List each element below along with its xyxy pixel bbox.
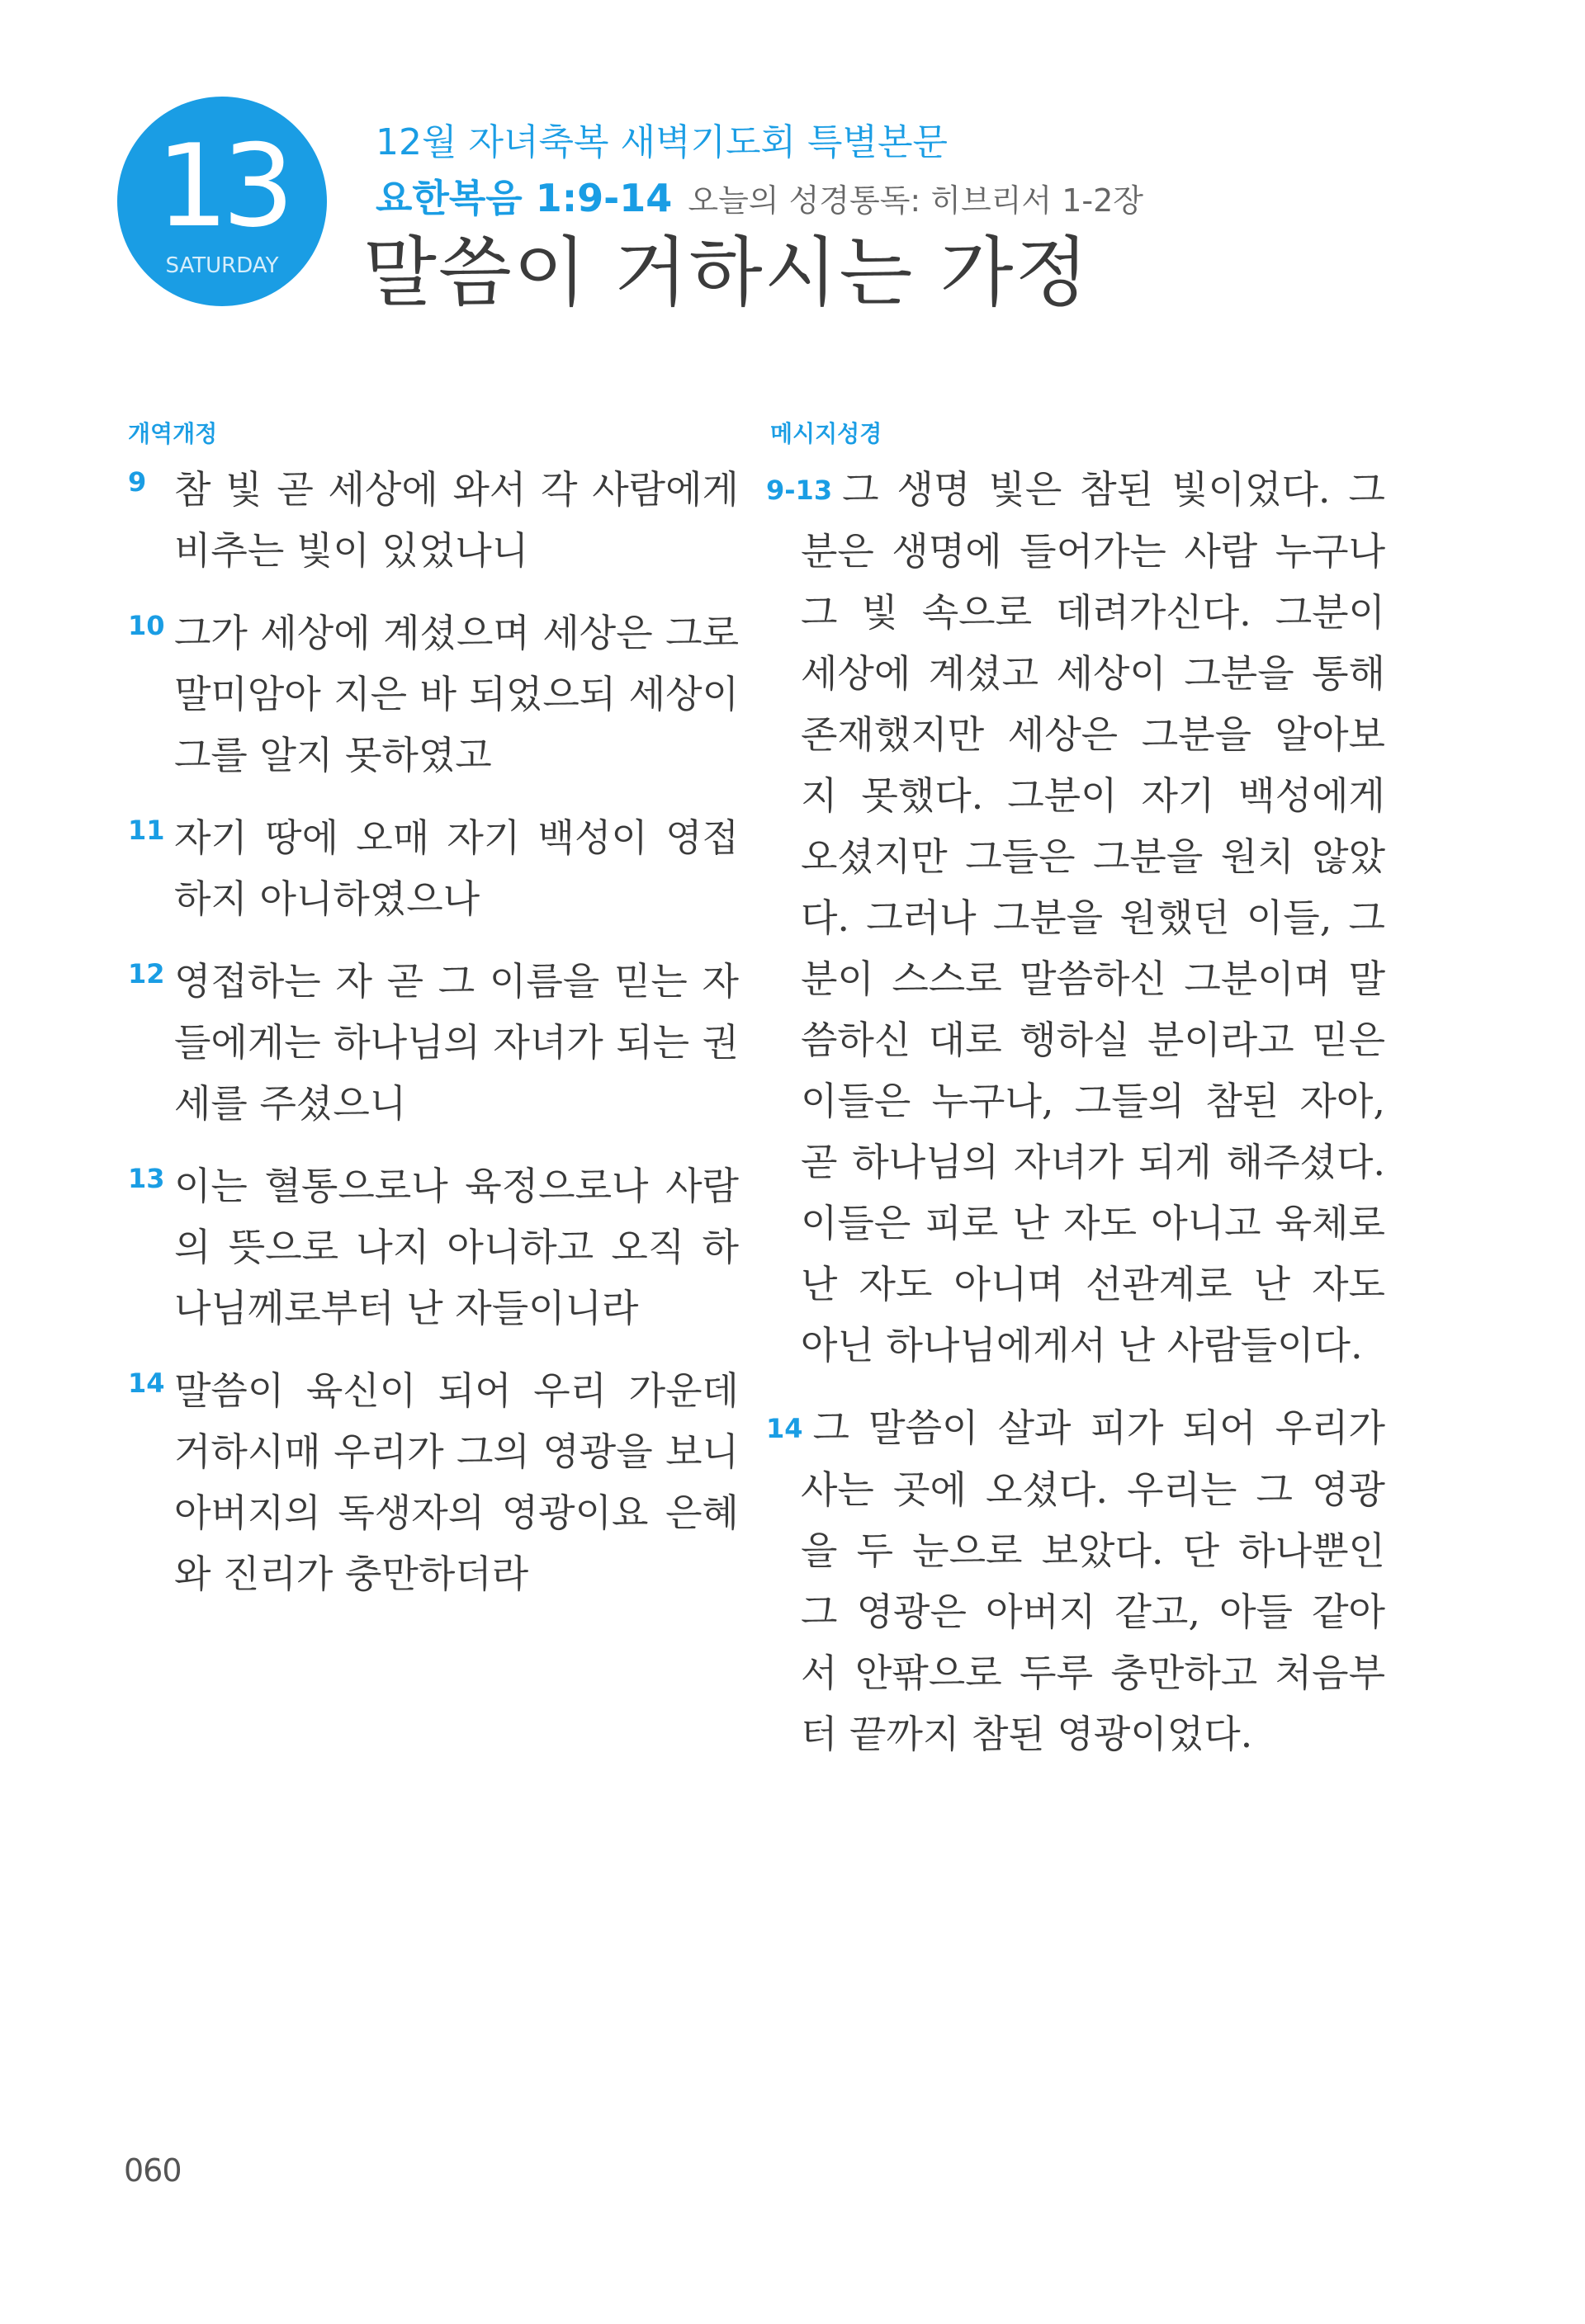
verse-text: 말씀이 육신이 되어 우리 가운데 거하시매 우리가 그의 영광을 보니 아버지의 독생자의 영광이요 은혜와 진리가 충만하더라 xyxy=(174,1368,739,1596)
verse-number: 14 xyxy=(128,1367,165,1399)
verse-number: 10 xyxy=(128,610,165,641)
date-badge xyxy=(117,97,327,306)
verse xyxy=(766,1397,1385,1764)
verse-text: 그 생명 빛은 참된 빛이었다. 그분은 생명에 들어가는 사람 누구나 그 빛 속으로 데려가신다. 그분이 세상에 계셨고 세상이 그분을 통해 존재했지만 세상은 그분을 알아보지 못했다. 그분이 자기 백성에게 오셨지만 그들은 그분을 원치 않았다. 그러나 그분을 원했던 이들, 그분이 스스로 말씀하신 그분이며 말씀하신 대로 행하실 분이라고 믿은 이들은 누구나, 그들의 참된 자아, 곧 하나님의 자녀가 되게 해주셨다. 이들은 피로 난 자도 아니고 육체로 난 자도 아니며 선관계로 난 자도 아닌 하나님에게서 난 사람들이다. xyxy=(801,467,1385,1367)
left-column-label: 개역개정 xyxy=(128,420,218,447)
verse-number: 12 xyxy=(128,958,165,990)
day-number: 13 xyxy=(156,120,288,253)
verse xyxy=(128,1155,739,1339)
verse-text: 그 말씀이 살과 피가 되어 우리가 사는 곳에 오셨다. 우리는 그 영광을 두 눈으로 보았다. 단 하나뿐인 그 영광은 아버지 같고, 아들 같아서 안팎으로 두루 충만하고 처음부터 끝까지 참된 영광이었다. xyxy=(801,1405,1385,1756)
verse-number: 9-13 xyxy=(766,475,833,506)
verse-text: 그가 세상에 계셨으며 세상은 그로 말미암아 지은 바 되었으되 세상이 그를 알지 못하였고 xyxy=(174,611,739,777)
right-column-label: 메시지성경 xyxy=(770,420,882,447)
right-column xyxy=(766,459,1385,1786)
verse-number: 13 xyxy=(128,1163,165,1194)
page-title: 말씀이 거하시는 가정 xyxy=(363,229,1091,317)
verse xyxy=(128,807,739,929)
verse-number: 14 xyxy=(766,1413,803,1444)
verse xyxy=(128,951,739,1134)
weekday-label: SATURDAY xyxy=(165,253,279,278)
verse xyxy=(128,459,739,581)
scripture-line xyxy=(376,175,1143,224)
series-title: 12월 자녀축복 새벽기도회 특별본문 xyxy=(376,121,949,163)
page-number: 060 xyxy=(124,2152,182,2189)
daily-reading: 오늘의 성경통독: 히브리서 1-2장 xyxy=(688,182,1143,219)
verse-text: 영접하는 자 곧 그 이름을 믿는 자들에게는 하나님의 자녀가 되는 권세를 주셨으니 xyxy=(174,959,739,1126)
left-column xyxy=(128,459,739,1626)
verse-text: 참 빛 곧 세상에 와서 각 사람에게 비추는 빛이 있었나니 xyxy=(174,467,739,573)
verse-number: 9 xyxy=(128,466,147,498)
verse-text: 자기 땅에 오매 자기 백성이 영접하지 아니하였으나 xyxy=(174,815,739,921)
verse xyxy=(766,459,1385,1376)
scripture-reference: 요한복음 1:9-14 xyxy=(376,176,673,220)
verse-number: 11 xyxy=(128,815,165,846)
verse-text: 이는 혈통으로나 육정으로나 사람의 뜻으로 나지 아니하고 오직 하나님께로부터 난 자들이니라 xyxy=(174,1164,739,1330)
verse xyxy=(128,1360,739,1604)
verse xyxy=(128,602,739,786)
